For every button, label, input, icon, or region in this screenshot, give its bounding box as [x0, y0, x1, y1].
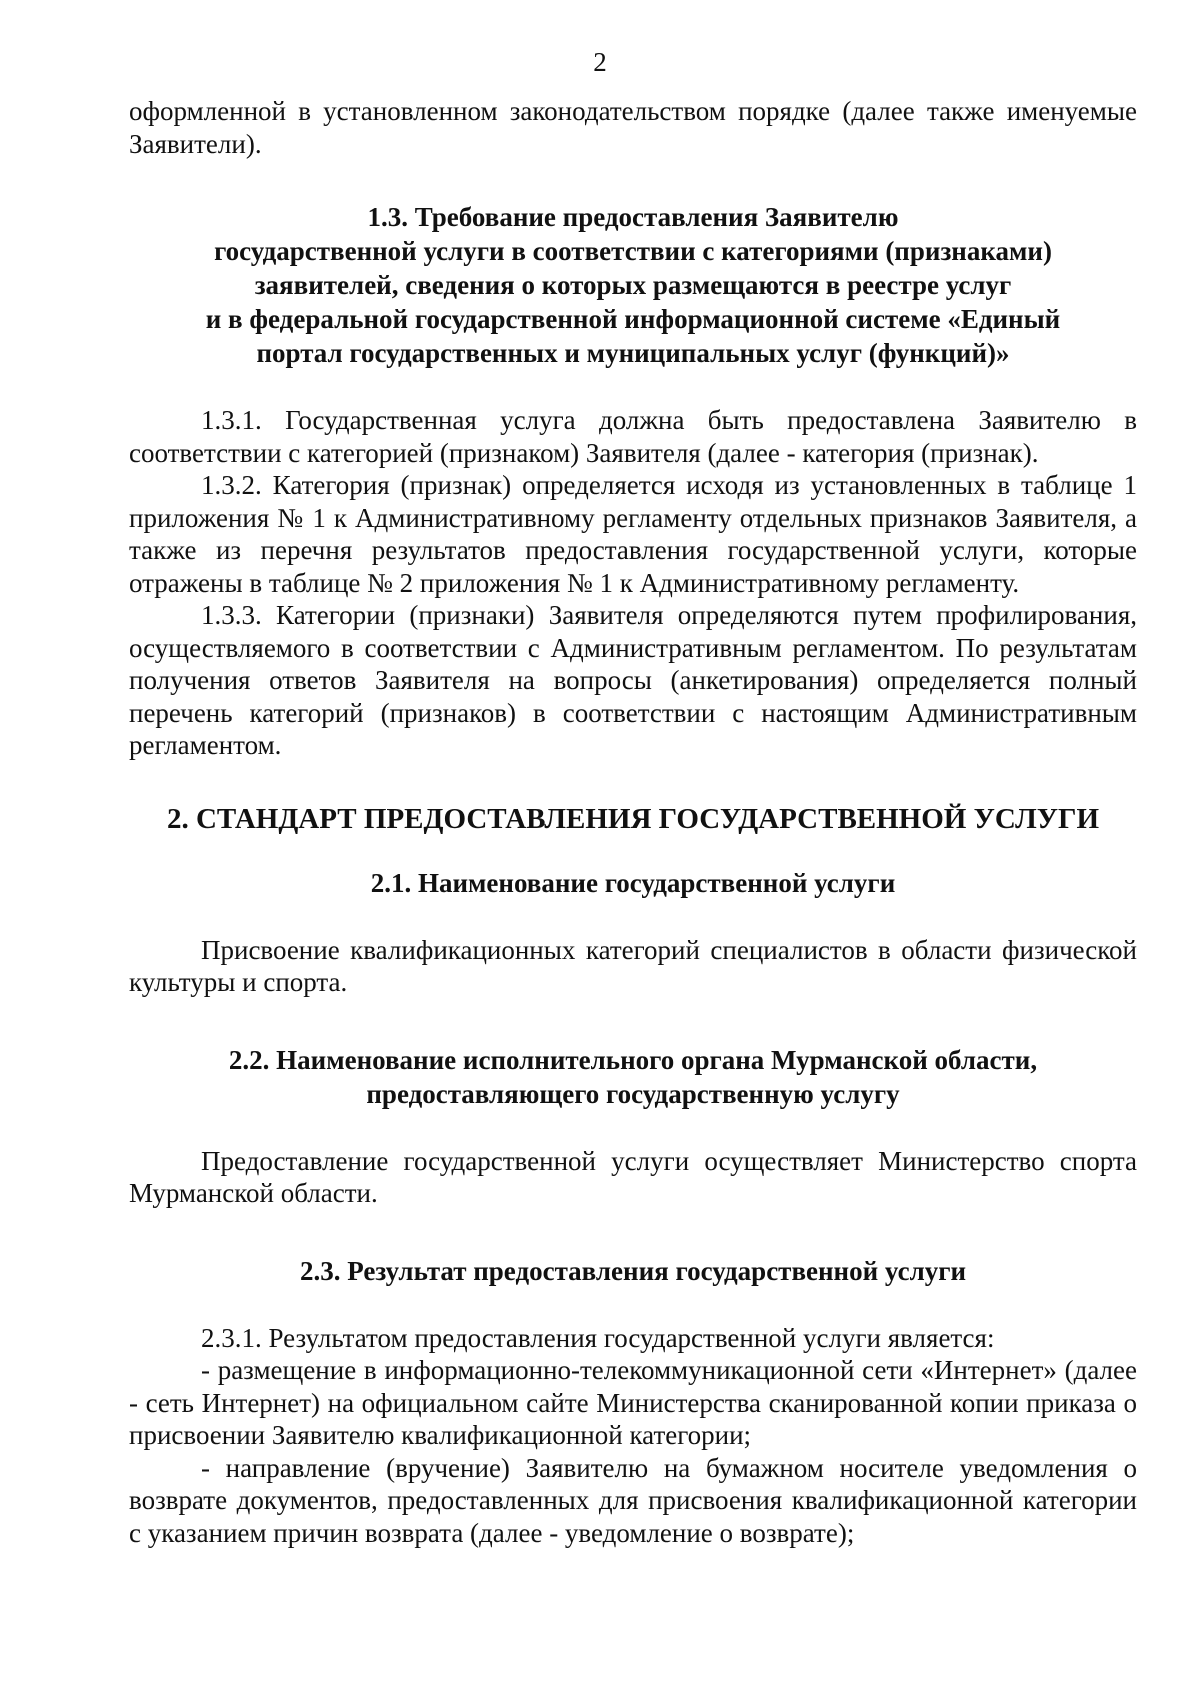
paragraph-1-3-1: 1.3.1. Государственная услуга должна быть предоставлена Заявителю в соответствии с категорией (признаком) Заявителя (далее - категория (признак). — [129, 405, 1137, 468]
paragraph-2-3-1-item-b: - направление (вручение) Заявителю на бумажном носителе уведомления о возврате документов, предоставленных для присвоения квалификационной категории с указанием причин возврата (далее - уведомление о возврате); — [129, 1452, 1137, 1548]
page-number: 2 — [593, 47, 607, 77]
paragraph-2-2: Предоставление государственной услуги осуществляет Министерство спорта Мурманской области. — [129, 1145, 1137, 1208]
document-body — [129, 95, 1137, 1549]
heading-2-3: 2.3. Результат предоставления государственной услуги — [299, 1255, 967, 1286]
heading-2-1: 2.1. Наименование государственной услуги — [370, 867, 896, 898]
paragraph-2-1: Присвоение квалификационных категорий специалистов в области физической культуры и спорта. — [129, 934, 1137, 997]
paragraph-1-3-2: 1.3.2. Категория (признак) определяется исходя из установленных в таблице 1 приложения № 1 к Административному регламенту отдельных признаков Заявителя, а также из перечня результатов предоставления государственной услуги, которые отражены в таблице № 2 приложения № 1 к Административному регламенту. — [129, 470, 1137, 598]
paragraph-2-3-1: 2.3.1. Результатом предоставления государственной услуги является: — [201, 1322, 995, 1353]
heading-section-2: 2. СТАНДАРТ ПРЕДОСТАВЛЕНИЯ ГОСУДАРСТВЕННОЙ УСЛУГИ — [166, 802, 1100, 835]
heading-1-3: 1.3. Требование предоставления Заявителю государственной услуги в соответствии с категориями (признаками) заявителей, сведения о которых размещаются в реестре услуг и в федеральной государственной информационной системе «Единый портал государственных и муниципальных услуг (функций)» — [205, 202, 1061, 368]
paragraph-1-3-3: 1.3.3. Категории (признаки) Заявителя определяются путем профилирования, осуществляемого в соответствии с Административным регламентом. По результатам получения ответов Заявителя на вопросы (анкетирования) определяется полный перечень категорий (признаков) в соответствии с настоящим Административным регламентом. — [129, 600, 1137, 760]
heading-2-2: 2.2. Наименование исполнительного органа Мурманской области, предоставляющего государственную услугу — [228, 1044, 1038, 1109]
paragraph-2-3-1-item-a: - размещение в информационно-телекоммуникационной сети «Интернет» (далее - сеть Интернет) на официальном сайте Министерства сканированной копии приказа о присвоении Заявителю квалификационной категории; — [129, 1355, 1137, 1450]
paragraph-intro: оформленной в установленном законодательством порядке (далее также именуемые Заявители). — [129, 96, 1137, 159]
